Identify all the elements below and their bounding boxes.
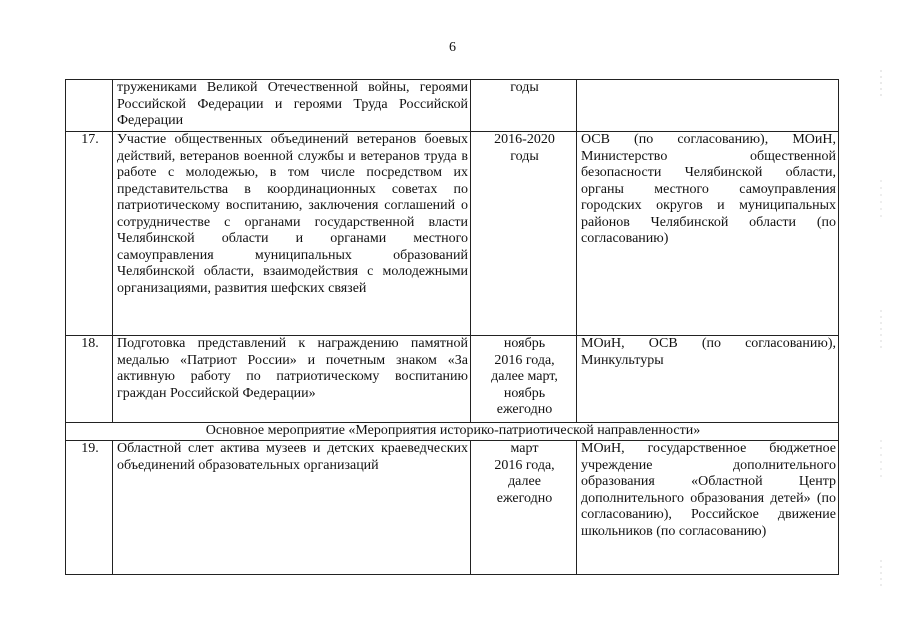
row-number: 18. [66,336,113,423]
row-number [66,80,113,132]
activity-cell: Подготовка представлений к награждению памятной медалью «Патриот России» и почетным знаком «За активную работу по патриотическому воспитанию граждан Российской Федерации» [113,336,471,423]
row-number: 19. [66,441,113,575]
executors-cell: МОиН, ОСВ (по согласованию), Минкультуры [577,336,839,423]
term-line: ежегодно [496,402,553,417]
term-cell [471,336,577,423]
term-cell: годы [471,80,577,132]
row-number: 17. [66,132,113,336]
activity-cell: Участие общественных объединений ветеранов боевых действий, ветеранов военной службы и ветеранов труда в работе с молодежью, в том числе посредством их представительства в координационных советах по патриотическому воспитанию, заключения соглашений о сотрудничестве с органами государственной власти Челябинской области и органами местного самоуправления муниципальных образований Челябинской области, взаимодействия с молодежными организациями, развития шефских связей [113,132,471,336]
term-line: далее [508,474,541,489]
executors-cell: ОСВ (по согласованию), МОиН, Министерство общественной безопасности Челябинской области, органы местного самоуправления городских округов и муниципальных районов Челябинской области (по согласованию) [577,132,839,336]
activity-cell: Областной слет актива музеев и детских краеведческих объединений образовательных организаций [113,441,471,575]
term-line: март [510,441,539,456]
term-line: ноябрь [503,336,546,351]
term-line: ежегодно [496,490,553,506]
term-line: далее март, [491,369,558,384]
executors-cell: МОиН, государственное бюджетное учреждение дополнительного образования «Областной Центр дополнительного образования детей» (по согласованию), Российское движение школьников (по согласованию) [577,441,839,575]
activity-cell: тружениками Великой Отечественной войны, героями Российской Федерации и героями Труда Российской Федерации [113,80,471,132]
executors-cell [577,80,839,132]
table-row [66,132,839,336]
term-line: 2016-2020 [494,132,555,147]
table-row [66,336,839,423]
term-cell [471,441,577,575]
table-row [66,80,839,132]
page-number: 6 [449,40,456,55]
activities-table [65,79,839,575]
section-heading-row [66,423,839,441]
term-line: 2016 года, [494,457,555,473]
table-row [66,441,839,575]
term-cell [471,132,577,336]
section-heading: Основное мероприятие «Мероприятия историко-патриотической направленности» [66,423,839,441]
term-line: ноябрь [503,385,546,401]
term-line: 2016 года, [494,352,555,368]
scan-artifact [878,60,884,620]
term-line: годы [510,148,539,164]
